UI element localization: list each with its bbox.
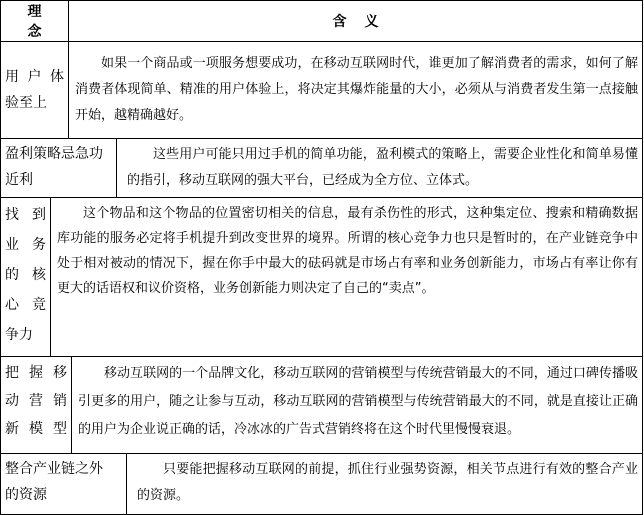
- header-concept: 理念: [1, 1, 69, 42]
- label-line: 用户体: [5, 69, 64, 85]
- label-line: 新模型: [5, 421, 67, 437]
- table-header-row: [1, 1, 643, 42]
- table-row: [1, 42, 643, 139]
- label-line: 心竞: [5, 297, 46, 313]
- label-line: 的资源: [5, 487, 47, 503]
- label-line: 把握移: [5, 365, 67, 381]
- table-row: [1, 357, 643, 454]
- row-label: [1, 42, 69, 139]
- row-content: 只要能把握移动互联网的前提，抓住行业强势资源，相关节点进行有效的整合产业的资源。: [137, 462, 638, 503]
- label-line: 找到: [5, 207, 46, 223]
- label-line: 验至上: [5, 95, 47, 111]
- row-split-cell: [1, 198, 643, 357]
- row-split: [1, 357, 642, 453]
- row-content: 这些用户可能只用过手机的简单功能，盈利模式的策略上，需要企业性化和简单易懂的指引，移动互联网的强大平台，已经成为全方位、立体式。: [127, 147, 638, 188]
- label-line: 整合产业链之外: [5, 461, 103, 477]
- table-row: [1, 454, 643, 515]
- row-label: [1, 454, 127, 514]
- label-line: 的核: [5, 267, 46, 283]
- row-label: [1, 357, 72, 453]
- label-line: 近利: [5, 172, 33, 188]
- table-row: [1, 198, 643, 357]
- table-row: [1, 139, 643, 198]
- header-meaning: 含义: [69, 1, 643, 42]
- row-split: [1, 454, 642, 514]
- label-line: 盈利策略忌急功: [5, 146, 103, 162]
- row-split-cell: [1, 139, 643, 198]
- row-content: 移动互联网的一个品牌文化，移动互联网的营销模型与传统营销最大的不同，通过口碑传播吸引更多的用户，随之让参与互动，移动互联网的营销模型与传统营销最大的不同，就是直接让正确的用户为企业说正确的话，冷冰冰的广告式营销终将在这个时代里慢慢衰退。: [78, 366, 638, 437]
- row-label: [1, 139, 117, 197]
- label-line: 动营销: [5, 393, 67, 409]
- row-split-cell: [1, 357, 643, 454]
- row-content: 如果一个商品或一项服务想要成功，在移动互联网时代，谁更加了解消费者的需求，如何了解消费者体现简单、精准的用户体验上，将决定其爆炸能量的大小，必须从与消费者发生第一点接触开始，越精确越好。: [69, 42, 643, 139]
- row-split: [1, 198, 642, 356]
- label-line: 业务: [5, 237, 46, 253]
- row-split: [1, 139, 642, 197]
- row-content: 这个物品和这个物品的位置密切相关的信息，最有杀伤性的形式，这种集定位、搜索和精确数据库功能的服务必定将手机提升到改变世界的境界。所谓的核心竞争力也只是暂时的，在产业链竞争中处于相对被动的情况下，握在你手中最大的砝码就是市场占有率和业务创新能力，市场占有率让你有更大的话语权和议价资格，业务创新能力则决定了自己的“卖点”。: [57, 206, 638, 296]
- label-line: 争力: [5, 327, 33, 343]
- row-label: [1, 198, 51, 356]
- row-split-cell: [1, 454, 643, 515]
